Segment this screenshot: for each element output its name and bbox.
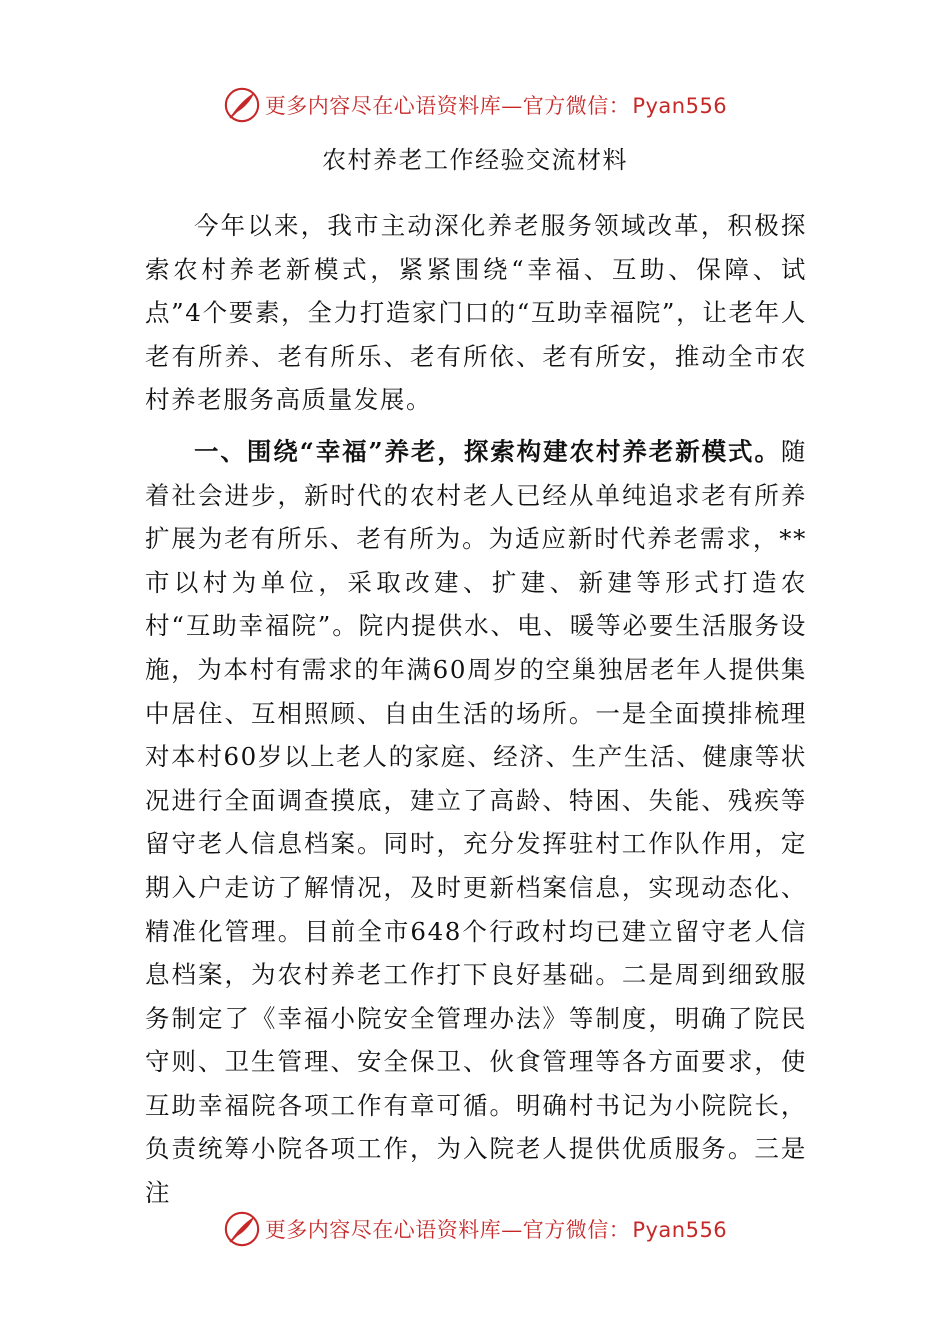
watermark-text (265, 1214, 727, 1244)
quill-logo-icon (223, 86, 261, 124)
header-watermark-banner (0, 82, 950, 128)
document-body (145, 204, 807, 1215)
intro-paragraph: 今年以来，我市主动深化养老服务领域改革，积极探索农村养老新模式，紧紧围绕“幸福、互助、保障、试点”4个要素，全力打造家门口的“互助幸福院”，让老年人老有所养、老有所乐、老有所依、老有所安，推动全市农村养老服务高质量发展。 (145, 211, 807, 415)
section-1-paragraph (145, 430, 807, 1215)
footer-watermark-banner (0, 1206, 950, 1252)
quill-logo-icon (223, 1210, 261, 1248)
watermark-slogan: 更多内容尽在心语资料库—官方微信： (264, 1218, 631, 1242)
wechat-id: Pyan556 (632, 1218, 728, 1242)
section-1-heading: 一、围绕“幸福”养老，探索构建农村养老新模式。 (194, 436, 781, 466)
watermark-slogan: 更多内容尽在心语资料库—官方微信： (264, 94, 631, 118)
watermark-text (265, 90, 727, 120)
document-title: 农村养老工作经验交流材料 (322, 146, 628, 174)
section-1-text: 随着社会进步，新时代的农村老人已经从单纯追求老有所养扩展为老有所乐、老有所为。为适应新时代养老需求，**市以村为单位，采取改建、扩建、新建等形式打造农村“互助幸福院”。院内提供水、电、暖等必要生活服务设施，为本村有需求的年满60周岁的空巢独居老年人提供集中居住、互相照顾、自由生活的场所。一是全面摸排梳理对本村60岁以上老人的家庭、经济、生产生活、健康等状况进行全面调查摸底，建立了高龄、特困、失能、残疾等留守老人信息档案。同时，充分发挥驻村工作队作用，定期入户走访了解情况，及时更新档案信息，实现动态化、精准化管理。目前全市648个行政村均已建立留守老人信息档案，为农村养老工作打下良好基础。二是周到细致服务制定了《幸福小院安全管理办法》等制度，明确了院民守则、卫生管理、安全保卫、伙食管理等各方面要求，使互助幸福院各项工作有章可循。明确村书记为小院院长，负责统筹小院各项工作，为入院老人提供优质服务。三是注 (145, 436, 807, 1208)
wechat-id: Pyan556 (632, 94, 728, 118)
